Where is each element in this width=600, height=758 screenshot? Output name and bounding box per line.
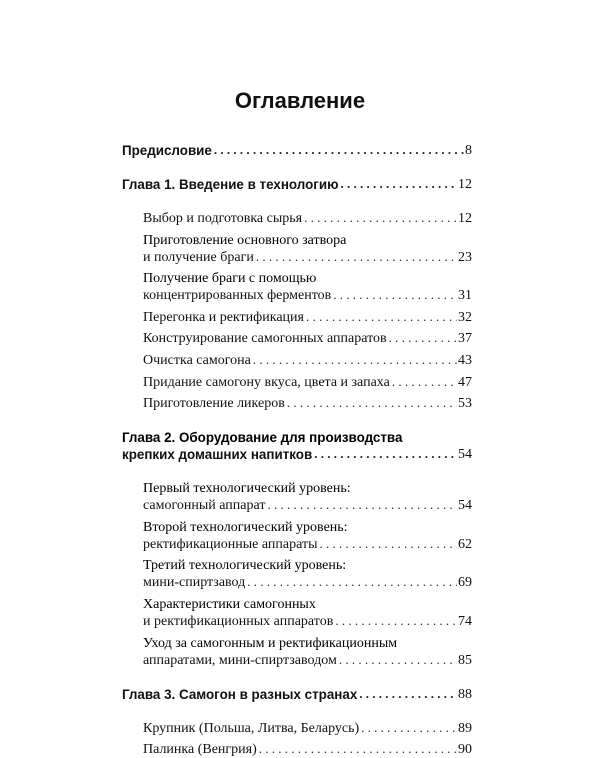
dot-leader <box>306 311 457 323</box>
toc-page-number: 90 <box>458 742 472 758</box>
toc-entry-text-line: Конструирование самогонных аппаратов <box>143 331 387 347</box>
toc-page-number: 74 <box>458 613 472 629</box>
toc-entry-text-line: Предисловие <box>122 143 212 158</box>
toc-entry-text-line: Характеристики самогонных <box>143 596 316 612</box>
toc-section-entry <box>122 210 472 227</box>
toc-entry-text-line: Крупник (Польша, Литва, Беларусь) <box>143 720 360 736</box>
toc-entry-text-line: Первый технологический уровень: <box>143 481 351 497</box>
toc-entry-text-line: Приготовление ликеров <box>143 396 285 412</box>
toc-page-number: 37 <box>458 331 472 347</box>
toc-page-number: 53 <box>458 396 472 412</box>
toc-entry-text-line: Очистка самогона <box>143 352 251 368</box>
toc-page-number: 69 <box>458 575 472 591</box>
toc-section-entry <box>122 374 472 391</box>
toc-entry-text-line: ректификационные аппараты <box>143 536 318 552</box>
toc-entry-text-line: Третий технологический уровень: <box>143 558 347 574</box>
toc-entry-text-line: Приготовление основного затвора <box>143 232 347 248</box>
toc-page-number: 47 <box>458 374 472 390</box>
toc-section-entry <box>122 596 472 630</box>
toc-page-number: 54 <box>458 498 472 514</box>
toc-entry-text-line: аппаратами, мини-спиртзаводом <box>143 652 337 668</box>
toc-page-number: 32 <box>458 309 472 325</box>
dot-leader <box>259 743 457 755</box>
toc-section-entry <box>122 330 472 347</box>
dot-leader <box>333 289 457 301</box>
toc-section-entry <box>122 270 472 304</box>
dot-leader <box>214 144 464 156</box>
dot-leader <box>314 448 457 460</box>
toc-page-number: 8 <box>465 143 472 158</box>
toc-entry-text-line: концентрированных ферментов <box>143 288 332 304</box>
toc-chapter-entry <box>122 686 472 703</box>
toc-entry-text-line: Второй технологический уровень: <box>143 519 348 535</box>
toc-page-number: 23 <box>458 249 472 265</box>
toc-page-number: 12 <box>458 177 472 192</box>
toc-section-entry <box>122 557 472 591</box>
dot-leader <box>335 615 457 627</box>
toc-chapter-entry <box>122 142 472 159</box>
dot-leader <box>304 212 457 224</box>
toc-section-entry <box>122 480 472 514</box>
table-of-contents <box>122 142 472 758</box>
toc-chapter-entry <box>122 176 472 193</box>
toc-page-number: 43 <box>458 352 472 368</box>
dot-leader <box>247 576 457 588</box>
toc-entry-text-line: крепких домашних напитков <box>122 447 313 463</box>
toc-section-entry <box>122 720 472 737</box>
dot-leader <box>341 178 457 190</box>
toc-section-entry <box>122 519 472 553</box>
dot-leader <box>267 499 457 511</box>
dot-leader <box>287 397 457 409</box>
toc-entry-text-line: Придание самогону вкуса, цвета и запаха <box>143 374 390 390</box>
toc-entry-text-line: и ректификационных аппаратов <box>143 613 334 629</box>
dot-leader <box>392 376 457 388</box>
toc-entry-text-line: Выбор и подготовка сырья <box>143 211 303 226</box>
dot-leader <box>389 332 457 344</box>
toc-entry-text-line: самогонный аппарат <box>143 498 266 514</box>
toc-section-entry <box>122 635 472 669</box>
toc-page-number: 31 <box>458 288 472 304</box>
toc-section-entry <box>122 395 472 412</box>
toc-page-number: 85 <box>458 652 472 668</box>
dot-leader <box>339 654 457 666</box>
toc-section-entry <box>122 232 472 266</box>
toc-entry-text-line: Перегонка и ректификация <box>143 309 304 325</box>
toc-page-number: 88 <box>458 686 472 702</box>
toc-entry-text-line: мини-спиртзавод <box>143 575 246 591</box>
toc-section-entry <box>122 352 472 369</box>
toc-section-entry <box>122 309 472 326</box>
toc-entry-text-line: и получение браги <box>143 249 254 265</box>
toc-entry-text-line: Палинка (Венгрия) <box>143 742 257 758</box>
toc-page-number: 62 <box>458 536 472 552</box>
dot-leader <box>361 722 457 734</box>
toc-entry-text-line: Глава 3. Самогон в разных странах <box>122 686 358 702</box>
toc-entry-text-line: Глава 1. Введение в технологию <box>122 177 339 192</box>
toc-entry-text-line: Получение браги с помощью <box>143 271 317 287</box>
toc-entry-text-line: Уход за самогонным и ректификационным <box>143 635 398 651</box>
toc-entry-text-line: Глава 2. Оборудование для производства <box>122 430 403 446</box>
dot-leader <box>320 538 457 550</box>
dot-leader <box>359 688 457 700</box>
toc-page-number: 89 <box>458 720 472 736</box>
page-title: Оглавление <box>234 88 366 113</box>
toc-page-number: 54 <box>458 447 472 463</box>
dot-leader <box>256 251 457 263</box>
dot-leader <box>253 354 457 366</box>
toc-page-number: 12 <box>458 211 472 226</box>
toc-chapter-entry <box>122 429 472 463</box>
